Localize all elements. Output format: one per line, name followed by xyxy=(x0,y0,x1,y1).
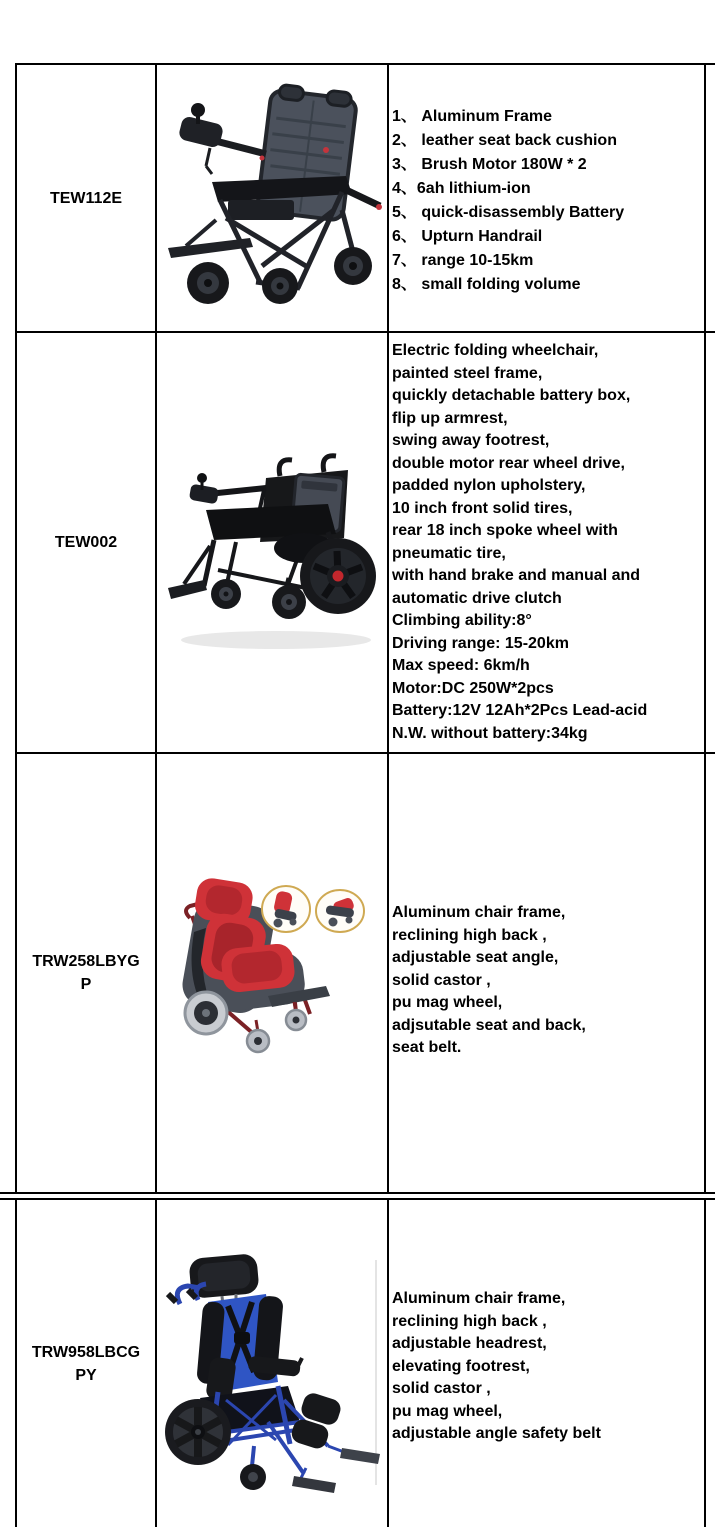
model-cell-trw958lbcgpy xyxy=(17,1200,155,1527)
text-line: automatic drive clutch xyxy=(392,589,562,607)
table-border-right xyxy=(704,63,706,1194)
text-line: Aluminum chair frame, xyxy=(392,904,566,921)
text-line: solid castor , xyxy=(392,971,491,989)
text-line: with hand brake and manual and xyxy=(392,567,641,584)
text-line: painted steel frame, xyxy=(392,364,543,382)
text-line: Electric folding wheelchair, xyxy=(392,342,599,359)
text-line: 10 inch front solid tires, xyxy=(392,499,573,517)
text-line: pu mag wheel, xyxy=(392,994,503,1011)
product-image-trw258lbygp xyxy=(156,860,388,1090)
text-line: flip up armrest, xyxy=(392,409,508,427)
product-image-trw958lbcgpy xyxy=(156,1240,388,1527)
text-line: solid castor , xyxy=(392,1380,491,1397)
text-line: pneumatic tire, xyxy=(392,544,506,562)
table-border-page-break-top xyxy=(0,1192,715,1194)
text-line: 8、 small folding volume xyxy=(392,276,581,293)
text-line: quickly detachable battery box, xyxy=(392,387,631,404)
text-line: TRW958LBCG xyxy=(31,1343,141,1361)
text-line: elevating footrest, xyxy=(392,1357,530,1375)
text-line: padded nylon upholstery, xyxy=(392,477,586,494)
text-line: N.W. without battery:34kg xyxy=(392,724,588,742)
text-line: 7、 range 10-15km xyxy=(392,252,534,269)
text-line: P xyxy=(80,976,92,993)
text-line: 3、 Brush Motor 180W * 2 xyxy=(392,156,587,173)
text-line: seat belt. xyxy=(392,1039,462,1056)
text-line: reclining high back , xyxy=(392,926,547,944)
text-line: adjustable angle safety belt xyxy=(392,1425,601,1442)
text-line: PY xyxy=(75,1366,97,1384)
model-cell-tew112e xyxy=(17,65,155,331)
model-cell-trw258lbygp xyxy=(17,754,155,1192)
text-line: TEW002 xyxy=(54,534,118,551)
product-image-tew002 xyxy=(156,430,388,670)
features-trw258lbygp xyxy=(392,902,702,1060)
text-line: Climbing ability:8° xyxy=(392,612,532,629)
text-line: reclining high back , xyxy=(392,1312,547,1330)
text-line: Max speed: 6km/h xyxy=(392,657,530,674)
text-line: swing away footrest, xyxy=(392,432,550,449)
text-line: 6、 Upturn Handrail xyxy=(392,228,543,245)
text-line: TEW112E xyxy=(49,189,123,207)
text-line: 4、6ah lithium-ion xyxy=(392,180,531,197)
text-line: adjustable headrest, xyxy=(392,1335,547,1352)
text-line: adjsutable seat and back, xyxy=(392,1016,586,1034)
text-line: Aluminum chair frame, xyxy=(392,1290,566,1307)
text-line: rear 18 inch spoke wheel with xyxy=(392,522,618,539)
text-line: 2、 leather seat back cushion xyxy=(392,132,617,149)
model-cell-tew002 xyxy=(17,333,155,752)
text-line: pu mag wheel, xyxy=(392,1402,503,1420)
text-line: adjustable seat angle, xyxy=(392,949,559,966)
text-line: 5、 quick-disassembly Battery xyxy=(392,204,625,221)
text-line: Driving range: 15-20km xyxy=(392,634,569,652)
product-image-tew112e xyxy=(156,70,388,332)
table2-border-right xyxy=(704,1198,706,1527)
text-line: double motor rear wheel drive, xyxy=(392,454,625,472)
text-line: Motor:DC 250W*2pcs xyxy=(392,679,554,697)
features-tew002 xyxy=(392,340,702,745)
text-line: 1、 Aluminum Frame xyxy=(392,108,553,125)
features-trw958lbcgpy xyxy=(392,1288,702,1446)
features-tew112e xyxy=(392,105,702,297)
text-line: Battery:12V 12Ah*2Pcs Lead-acid xyxy=(392,702,648,719)
text-line: TRW258LBYG xyxy=(32,953,140,970)
